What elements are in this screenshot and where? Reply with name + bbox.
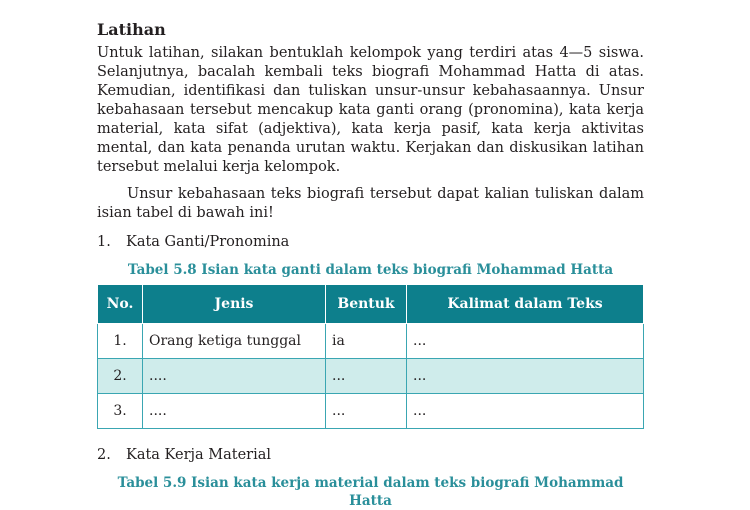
table-header-row	[98, 285, 644, 324]
list-number: 2.	[97, 447, 111, 463]
cell-no: 1.	[98, 324, 143, 359]
cell-no: 3.	[98, 394, 143, 429]
table-row	[98, 324, 644, 359]
header-no: No.	[98, 285, 143, 324]
cell-no: 2.	[98, 359, 143, 394]
cell-bentuk: ...	[326, 394, 407, 429]
list-number: 1.	[97, 234, 111, 250]
list-label: Kata Ganti/Pronomina	[126, 234, 290, 250]
cell-kalimat: ...	[407, 359, 644, 394]
cell-jenis: ....	[143, 359, 326, 394]
list-label: Kata Kerja Material	[126, 447, 272, 463]
table-caption: Tabel 5.9 Isian kata kerja material dalam teks biografi Mohammad Hatta	[117, 475, 624, 509]
list-item-kata-kerja-material	[97, 445, 644, 465]
header-kalimat: Kalimat dalam Teks	[407, 285, 644, 324]
cell-kalimat: ...	[407, 324, 644, 359]
pronoun-table	[97, 284, 644, 429]
header-jenis: Jenis	[143, 285, 326, 324]
section-title: Latihan	[97, 20, 166, 39]
document-page	[97, 18, 644, 510]
table-row	[98, 394, 644, 429]
list-item-pronomina	[97, 232, 644, 252]
cell-kalimat: ...	[407, 394, 644, 429]
cell-bentuk: ...	[326, 359, 407, 394]
table-intro-paragraph: Unsur kebahasaan teks biografi tersebut dapat kalian tuliskan dalam isian tabel di bawah ini!	[97, 186, 644, 221]
cell-jenis: ....	[143, 394, 326, 429]
cell-bentuk: ia	[326, 324, 407, 359]
instruction-paragraph: Untuk latihan, silakan bentuklah kelompok yang terdiri atas 4—5 siswa. Selanjutnya, bacalah kembali teks biografi Mohammad Hatta di atas. Kemudian, identifikasi dan tuliskan unsur-unsur kebahasaannya. Unsur kebahasaan tersebut mencakup kata ganti orang (pronomina), kata kerja material, kata sifat (adjektiva), kata kerja pasif, kata kerja aktivitas mental, dan kata penanda urutan waktu. Kerjakan dan diskusikan latihan tersebut melalui kerja kelompok.	[97, 45, 644, 175]
table-caption: Tabel 5.8 Isian kata ganti dalam teks biografi Mohammad Hatta	[127, 262, 614, 278]
table-row	[98, 359, 644, 394]
header-bentuk: Bentuk	[326, 285, 407, 324]
cell-jenis: Orang ketiga tunggal	[143, 324, 326, 359]
